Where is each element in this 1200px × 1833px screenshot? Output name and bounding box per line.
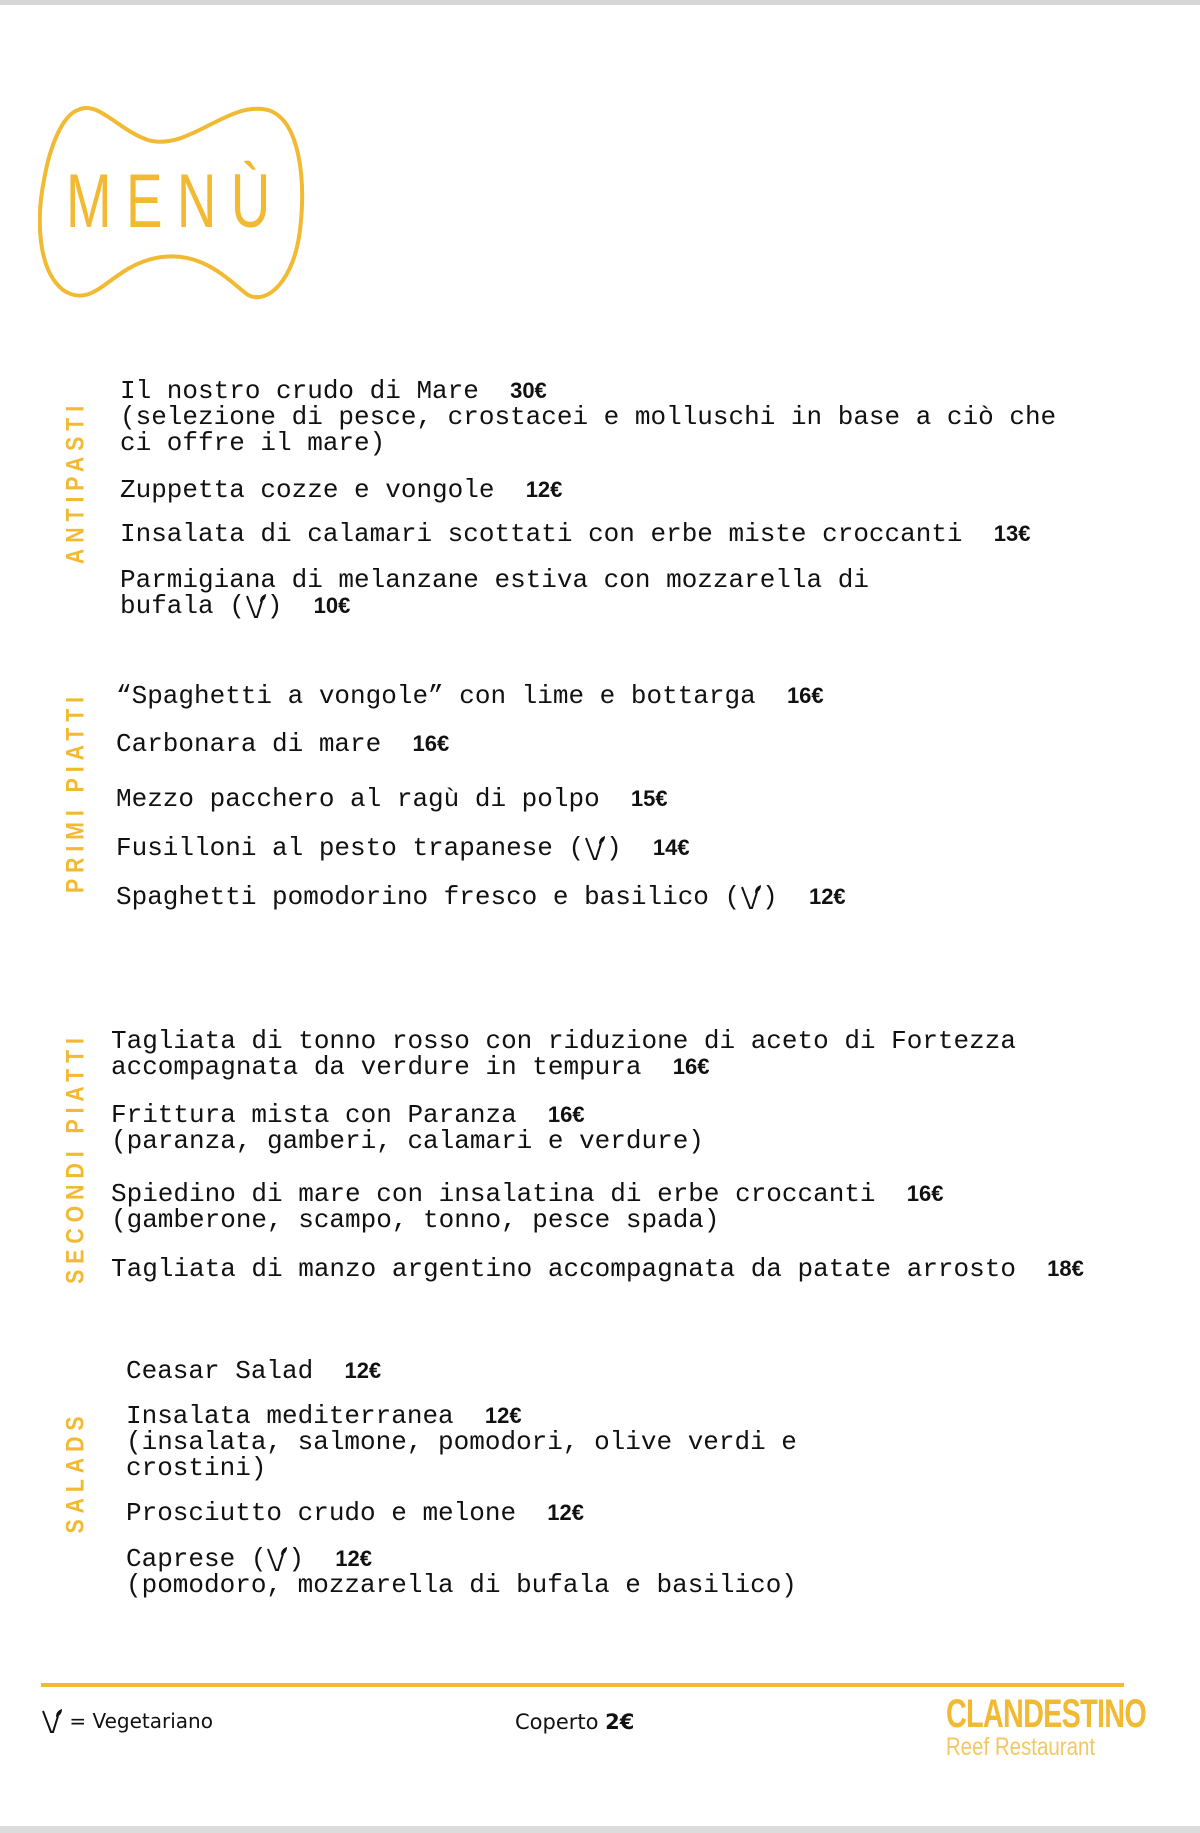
item-name — [120, 378, 1056, 404]
section-label-antipasti: ANTIPASTI — [61, 399, 90, 565]
footer-divider — [41, 1683, 1124, 1687]
menu-item — [120, 477, 562, 503]
vegetarian-leaf-icon — [245, 593, 267, 619]
item-price: 14€ — [652, 835, 690, 860]
item-name — [111, 1181, 943, 1207]
cover-price: 2€ — [605, 1710, 635, 1734]
item-name: bufala ( ) 10€ — [120, 591, 351, 621]
item-description: (selezione di pesce, crostacei e molluschi in base a ciò che — [120, 402, 1057, 432]
item-name — [116, 786, 668, 812]
menu-item — [116, 884, 846, 910]
menu-item — [111, 1256, 1084, 1282]
item-price: 16€ — [786, 683, 824, 708]
item-price: 30€ — [510, 378, 547, 403]
menu-item — [116, 835, 690, 861]
item-name-text: Zuppetta cozze e vongole — [120, 475, 495, 505]
item-name-text: Carbonara di mare — [116, 729, 382, 759]
item-name-text: Tagliata di manzo argentino accompagnata da patate arrosto — [111, 1254, 1016, 1284]
item-name-text: Mezzo pacchero al ragù di polpo — [116, 784, 600, 814]
item-price: 12€ — [335, 1546, 372, 1571]
menu-item — [111, 1102, 704, 1154]
section-label-primi-piatti: PRIMI PIATTI — [61, 690, 90, 894]
item-name — [120, 521, 1030, 547]
item-name-text: Insalata di calamari scottati con erbe miste croccanti — [120, 519, 963, 549]
item-name-text: accompagnata da verdure in tempura — [111, 1052, 642, 1082]
bottom-border — [0, 1826, 1200, 1833]
item-name — [116, 683, 824, 709]
item-price: 12€ — [547, 1500, 585, 1525]
item-name-text: Insalata mediterranea — [126, 1401, 454, 1431]
item-name — [120, 567, 869, 593]
item-name-text: Spaghetti pomodorino fresco e basilico — [116, 882, 709, 912]
brand-logo — [917, 1692, 1147, 1761]
item-name: Caprese ( ) 12€ — [126, 1544, 372, 1574]
menu-title: MENÙ — [66, 159, 285, 244]
item-price: 12€ — [344, 1358, 382, 1383]
top-border — [0, 0, 1200, 5]
menu-item — [126, 1500, 584, 1526]
item-price: 10€ — [313, 593, 351, 618]
menu-item — [111, 1028, 1016, 1080]
section-label-salads: SALADS — [61, 1410, 90, 1534]
item-description: ci offre il mare) — [120, 428, 386, 458]
item-name — [126, 1358, 381, 1384]
item-name — [116, 731, 449, 757]
menu-item — [120, 378, 1056, 456]
item-description: (insalata, salmone, pomodori, olive verdi e — [126, 1427, 797, 1457]
menu-item — [120, 567, 869, 619]
item-name-text: Ceasar Salad — [126, 1356, 314, 1386]
item-description: (gamberone, scampo, tonno, pesce spada) — [111, 1205, 720, 1235]
item-name — [126, 1403, 797, 1429]
menu-item — [120, 521, 1030, 547]
item-price: 16€ — [672, 1054, 710, 1079]
vegetarian-leaf-icon — [266, 1546, 288, 1572]
cover-charge — [515, 1710, 634, 1734]
item-name — [111, 1256, 1084, 1282]
cover-label: Coperto — [515, 1710, 599, 1734]
item-name-text: Tagliata di tonno rosso con riduzione di aceto di Fortezza — [111, 1026, 1016, 1056]
item-name — [120, 477, 562, 503]
item-name-text: Caprese — [126, 1544, 236, 1574]
item-name-text: Spiedino di mare con insalatina di erbe croccanti — [111, 1179, 876, 1209]
item-price: 16€ — [547, 1102, 585, 1127]
vegetarian-leaf-icon — [584, 835, 606, 861]
vegetarian-legend — [41, 1708, 213, 1734]
brand-subtitle: Reef Restaurant — [945, 1733, 1096, 1761]
menu-item — [111, 1181, 943, 1233]
item-description: (pomodoro, mozzarella di bufala e basilico) — [126, 1570, 797, 1600]
menu-item — [126, 1358, 381, 1384]
item-name-text: Prosciutto crudo e melone — [126, 1498, 517, 1528]
item-name — [111, 1028, 1016, 1054]
item-name-text: Il nostro crudo di Mare — [120, 376, 479, 406]
item-price: 18€ — [1047, 1256, 1084, 1281]
item-price: 16€ — [412, 731, 450, 756]
item-price: 12€ — [808, 884, 846, 909]
item-name — [111, 1102, 704, 1128]
vegetarian-leaf-icon — [740, 884, 762, 910]
legend-text: = Vegetariano — [69, 1709, 213, 1733]
menu-item — [116, 731, 449, 757]
item-name-text: Frittura mista con Paranza — [111, 1100, 517, 1130]
section-label-secondi-piatti: SECONDI PIATTI — [61, 1032, 90, 1284]
menu-item — [126, 1403, 797, 1481]
item-price: 12€ — [525, 477, 563, 502]
menu-item — [116, 683, 824, 709]
item-name-text: “Spaghetti a vongole” con lime e bottarga — [116, 681, 756, 711]
item-price: 12€ — [484, 1403, 522, 1428]
item-name-text: bufala — [120, 591, 214, 621]
item-name-text: Parmigiana di melanzane estiva con mozzarella di — [120, 565, 869, 595]
brand-name: CLANDESTINO — [945, 1692, 1147, 1736]
item-price: 15€ — [630, 786, 668, 811]
item-name: Spaghetti pomodorino fresco e basilico ( ) 12€ — [116, 882, 846, 912]
item-price: 13€ — [993, 521, 1031, 546]
vegetarian-leaf-icon — [41, 1708, 63, 1734]
item-name — [126, 1500, 584, 1526]
menu-item — [126, 1546, 797, 1598]
item-description: (paranza, gamberi, calamari e verdure) — [111, 1126, 704, 1156]
item-description: crostini) — [126, 1453, 267, 1483]
item-name: Fusilloni al pesto trapanese ( ) 14€ — [116, 833, 690, 863]
menu-item — [116, 786, 668, 812]
item-name — [111, 1054, 1016, 1080]
item-name-text: Fusilloni al pesto trapanese — [116, 833, 553, 863]
item-price: 16€ — [906, 1181, 944, 1206]
